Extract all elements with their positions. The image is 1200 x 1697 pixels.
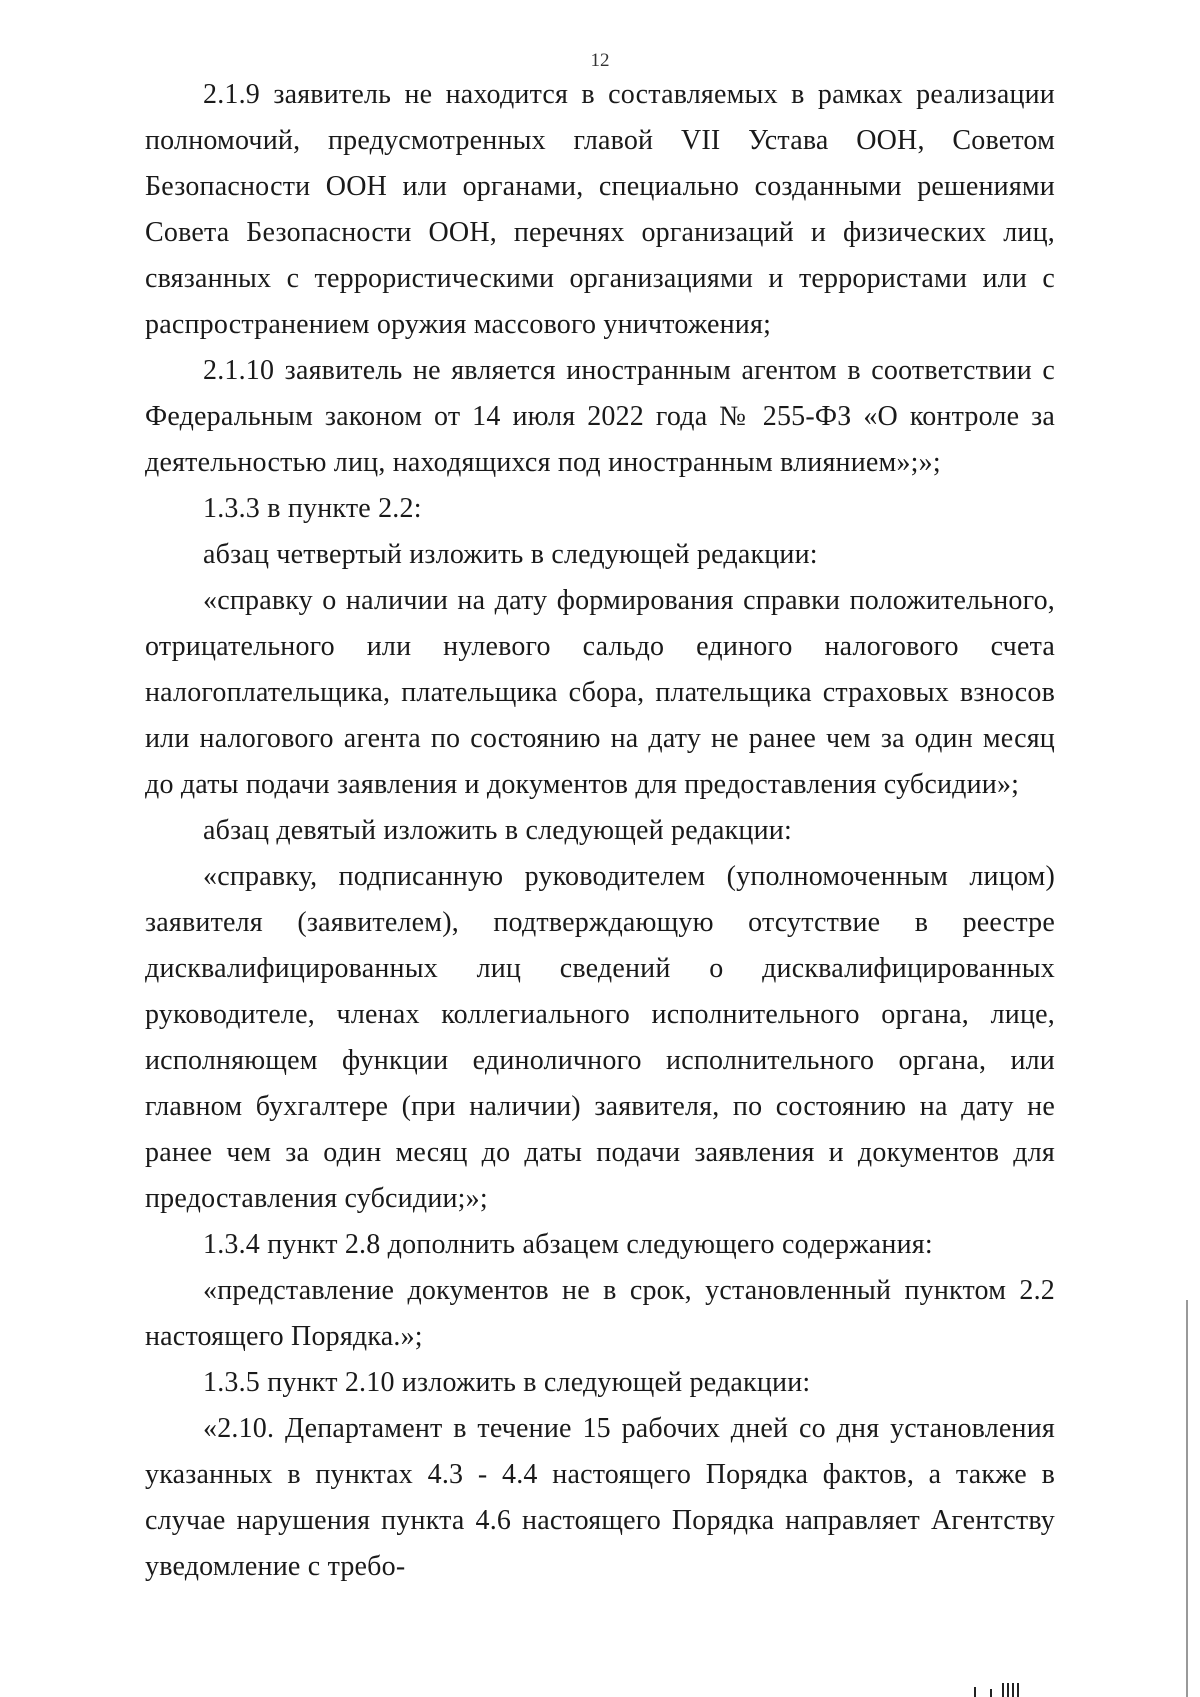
paragraph-1-3-3: 1.3.3 в пункте 2.2: [203, 493, 422, 524]
paragraph-2-1-10: 2.1.10 заявитель не является иностранным агентом в соответствии с Федеральным законом от 14 июля 2022 года № 255-ФЗ «О контроле за деятельностью лиц, находящихся под иностранным влиянием»;»; [145, 355, 1055, 478]
paragraph-1-3-5: 1.3.5 пункт 2.10 изложить в следующей редакции: [203, 1367, 811, 1398]
document-body [145, 72, 1055, 1590]
paragraph-1-3-4: 1.3.4 пункт 2.8 дополнить абзацем следующего содержания: [203, 1229, 933, 1260]
paragraph-predstavlenie: «представление документов не в срок, установленный пунктом 2.2 настоящего Порядка.»; [145, 1275, 1055, 1352]
page-number: 12 [590, 50, 610, 71]
paragraph-2-1-9: 2.1.9 заявитель не находится в составляемых в рамках реализации полномочий, предусмотренных главой VII Устава ООН, Советом Безопасности ООН или органами, специально созданными решениями Совета Безопасности ООН, перечнях организаций и физических лиц, связанных с террористическими организациями и террористами или с распространением оружия массового уничтожения; [145, 79, 1055, 340]
paragraph-abzac-9: абзац девятый изложить в следующей редакции: [203, 815, 792, 846]
paragraph-abzac-4: абзац четвертый изложить в следующей редакции: [203, 539, 818, 570]
scan-marks [970, 1675, 1100, 1697]
scan-edge-line [1186, 1300, 1188, 1697]
paragraph-2-10: «2.10. Департамент в течение 15 рабочих дней со дня установления указанных в пунктах 4.3 - 4.4 настоящего Порядка фактов, а также в случае нарушения пункта 4.6 настоящего Порядка направляет Агентству уведомление с требо- [145, 1413, 1055, 1582]
paragraph-spravka-saldo: «справку о наличии на дату формирования справки положительного, отрицательного или нулевого сальдо единого налогового счета налогоплательщика, плательщика сбора, плательщика страховых взносов или налогового агента по состоянию на дату не ранее чем за один месяц до даты подачи заявления и документов для предоставления субсидии»; [145, 585, 1055, 800]
paragraph-spravka-disqualified: «справку, подписанную руководителем (уполномоченным лицом) заявителя (заявителем), подтверждающую отсутствие в реестре дисквалифицированных лиц сведений о дисквалифицированных руководителе, членах коллегиального исполнительного органа, лице, исполняющем функции единоличного исполнительного органа, или главном бухгалтере (при наличии) заявителя, по состоянию на дату не ранее чем за один месяц до даты подачи заявления и документов для предоставления субсидии;»; [145, 861, 1055, 1214]
